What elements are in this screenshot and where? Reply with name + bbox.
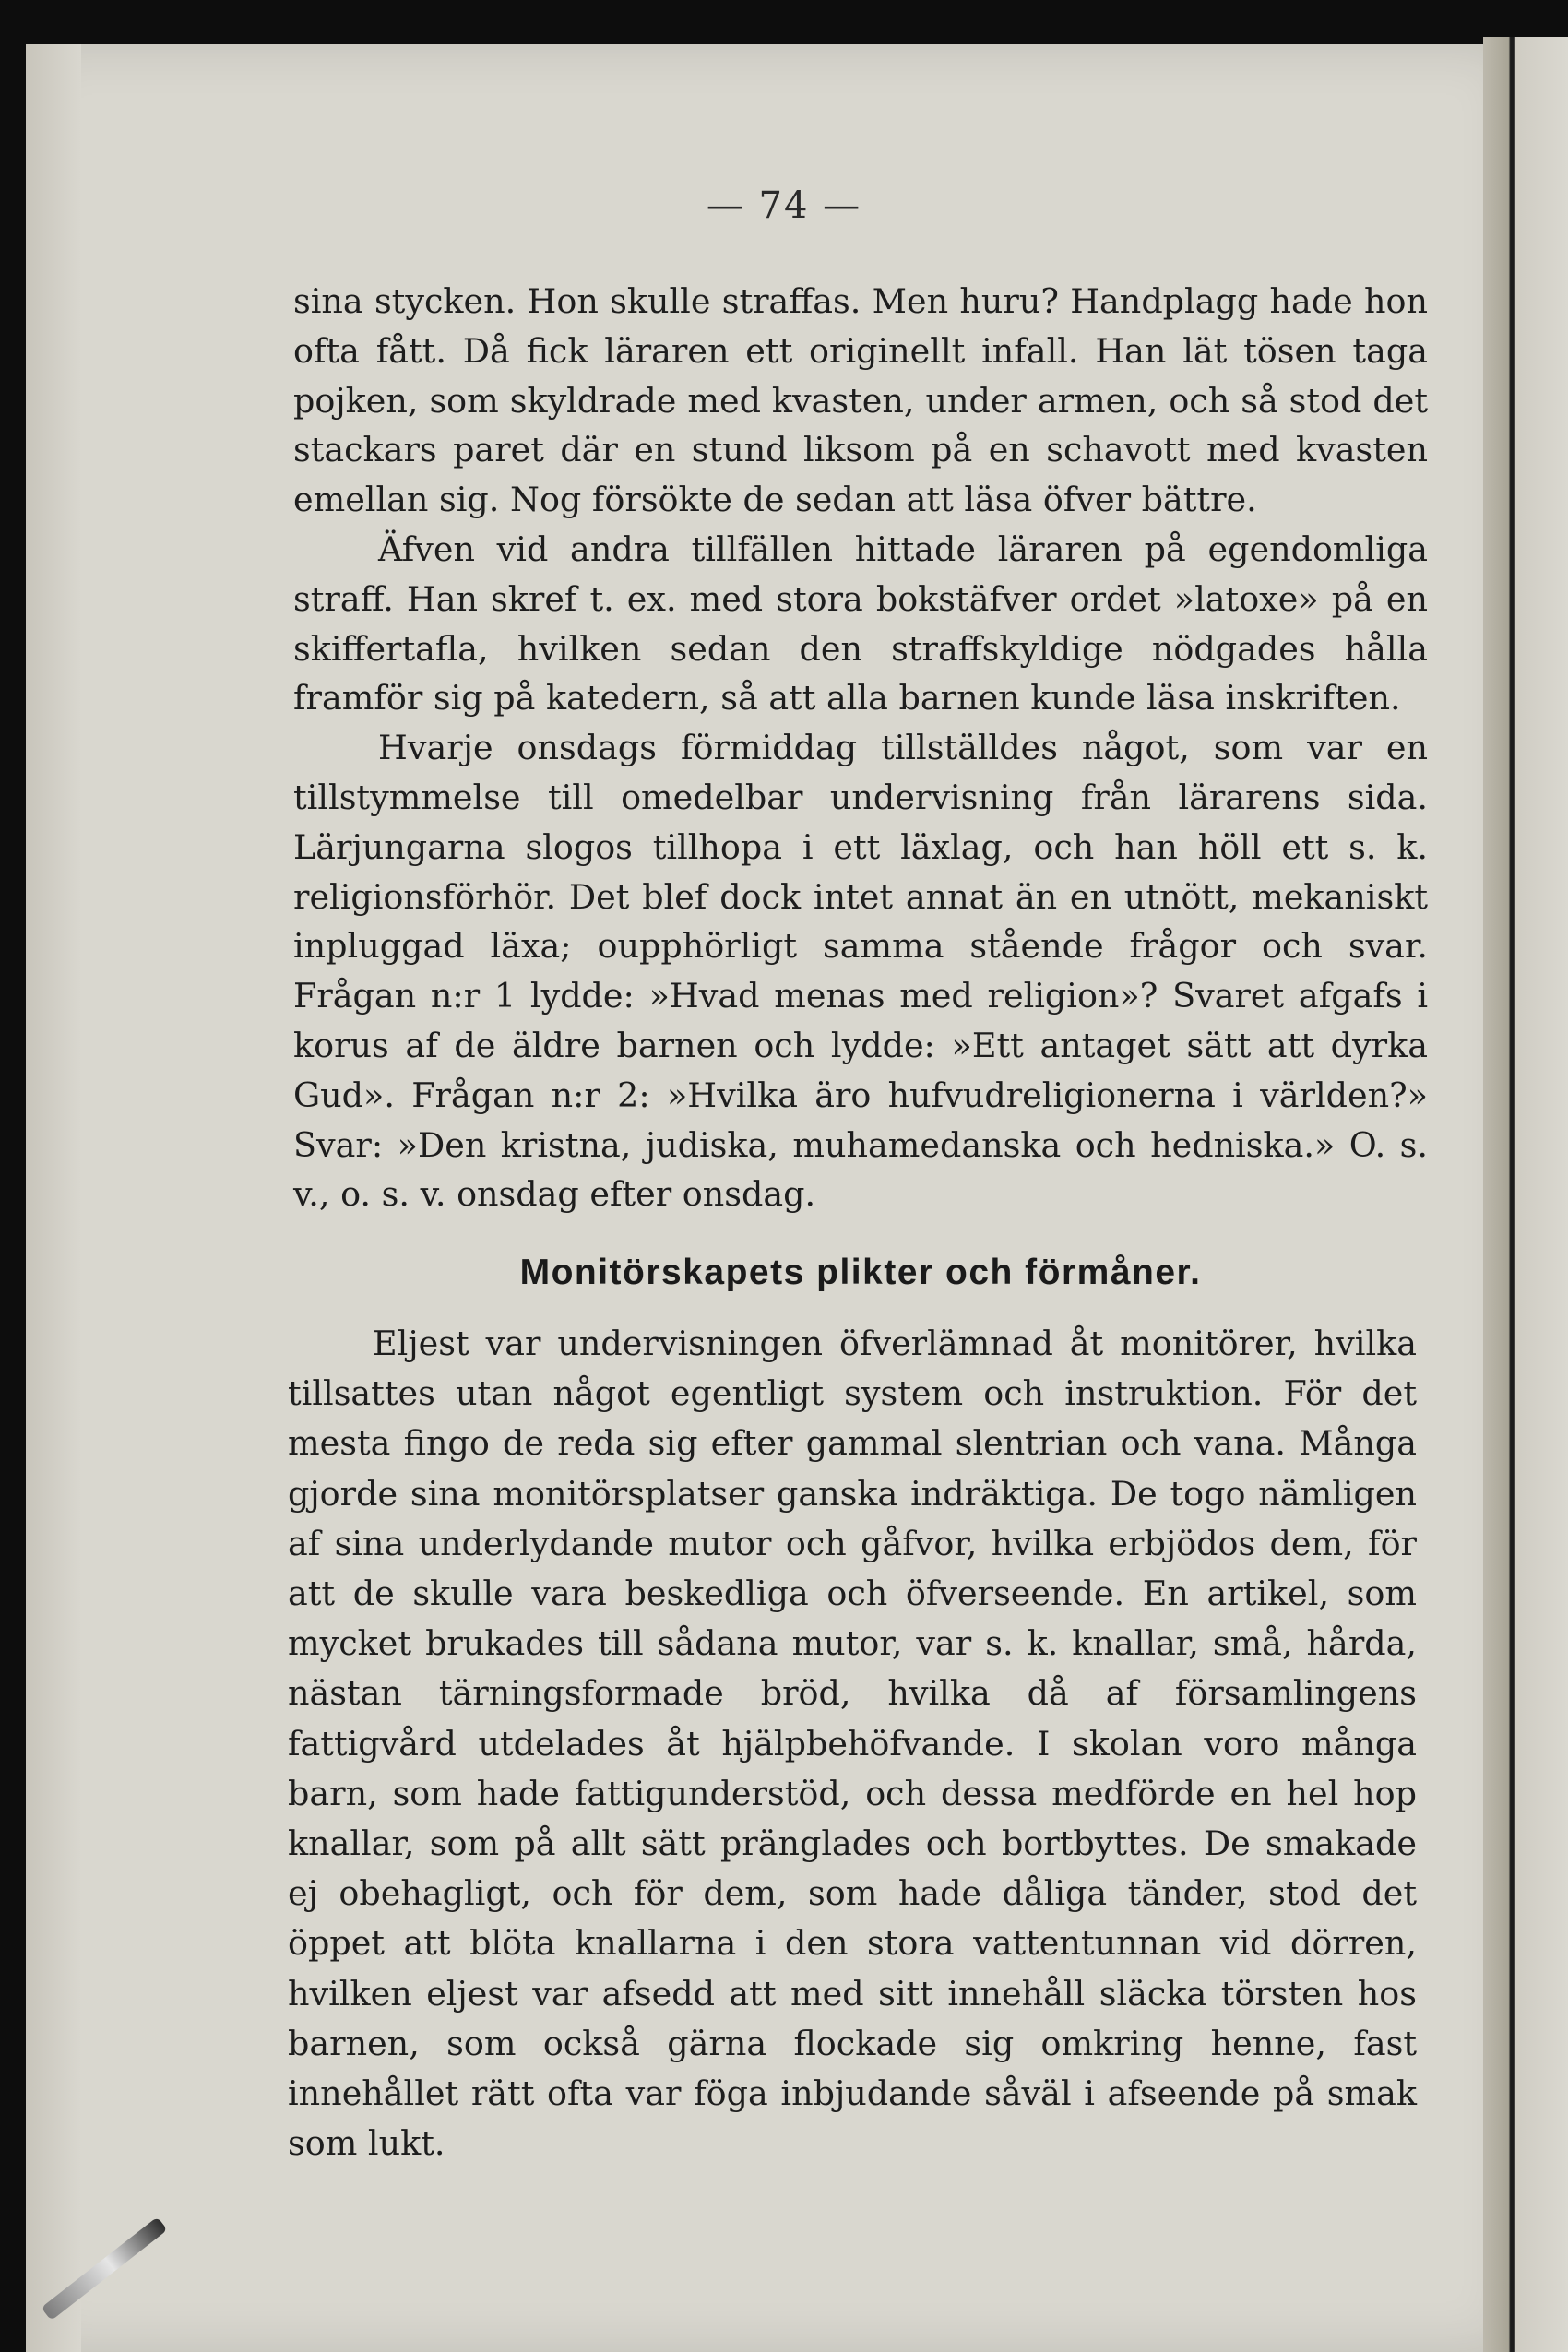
book-spine-edge bbox=[1483, 37, 1568, 2352]
page-gutter-shadow bbox=[26, 44, 81, 2352]
section-heading: Monitörskapets plikter och förmåner. bbox=[519, 1253, 1202, 1292]
paragraph: Äfven vid andra tillfällen hittade läraren på egendomliga straff. Han skref t. ex. med stora bokstäfver ordet »latoxe» på en skiffertafla, hvilken sedan den straffskyldige nödgades hålla framför sig på katedern, så att alla barnen kunde läsa inskriften. bbox=[293, 529, 1428, 719]
body-text-section-1 bbox=[293, 277, 1428, 1219]
paragraph: sina stycken. Hon skulle straffas. Men huru? Handplagg hade hon ofta fått. Då fick läraren ett originellt infall. Han lät tösen taga pojken, som skyldrade med kvasten, under armen, och så stod det stackars paret där en stund liksom på en schavott med kvasten emellan sig. Nog försökte de sedan att läsa öfver bättre. bbox=[293, 281, 1428, 520]
page-number: — 74 — bbox=[706, 184, 862, 227]
paragraph: Hvarje onsdags förmiddag tillställdes något, som var en tillstymmelse till omedelbar undervisning från lärarens sida. Lärjungarna slogos tillhopa i ett läxlag, och han höll ett s. k. religionsförhör. Det blef dock intet annat än en utnött, mekaniskt inpluggad läxa; oupphörligt samma stående frågor och svar. Frågan n:r 1 lydde: »Hvad menas med religion»? Svaret afgafs i korus af de äldre barnen och lydde: »Ett antaget sätt att dyrka Gud». Frågan n:r 2: »Hvilka äro hufvudreligionerna i världen?» Svar: »Den kristna, judiska, muhamedanska och hedniska.» O. s. v., o. s. v. onsdag efter onsdag. bbox=[293, 728, 1428, 1215]
body-text-section-2 bbox=[288, 1319, 1417, 2168]
paragraph: Eljest var undervisningen öfverlämnad åt monitörer, hvilka tillsattes utan något egentligt system och instruktion. För det mesta fingo de reda sig efter gammal slentrian och vana. Många gjorde sina monitörsplatser ganska indräktiga. De togo nämligen af sina underlydande mutor och gåfvor, hvilka erbjödos dem, för att de skulle vara beskedliga och öfverseende. En artikel, som mycket brukades till sådana mutor, var s. k. knallar, små, hårda, nästan tärningsformade bröd, hvilka då af församlingens fattigvård utdelades åt hjälpbehöfvande. I skolan voro många barn, som hade fattigunderstöd, och dessa medförde en hel hop knallar, som på allt sätt pränglades och bortbyttes. De smakade ej obehagligt, och för dem, som hade dåliga tänder, stod det öppet att blöta knallarna i den stora vattentunnan vid dörren, hvilken eljest var afsedd att med sitt innehåll släcka törsten hos barnen, som också gärna flockade sig omkring henne, fast innehållet rätt ofta var föga inbjudande såväl i afseende på smak som lukt. bbox=[288, 1324, 1417, 2164]
